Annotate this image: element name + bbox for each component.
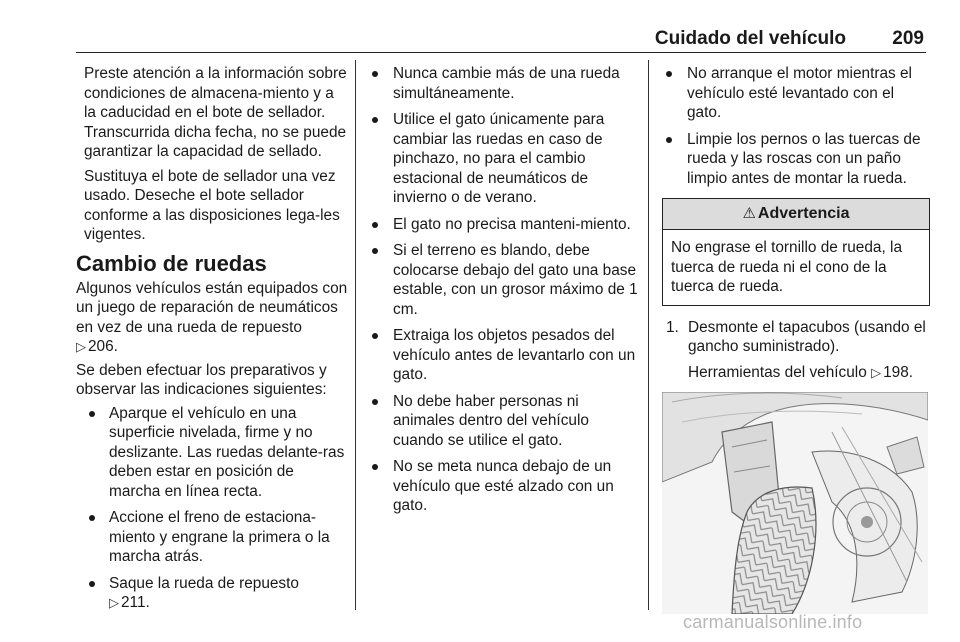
page-reference[interactable]: [871, 364, 913, 381]
step-text: Desmonte el tapacubos (usando el gancho suministrado).: [688, 318, 926, 355]
warning-triangle-icon: ⚠: [742, 205, 756, 222]
list-item-text: Nunca cambie más de una rueda simultáneamente.: [393, 65, 620, 102]
list-item-text: No arranque el motor mientras el vehículo esté levantado con el gato.: [687, 65, 912, 121]
list-item: [368, 215, 638, 235]
page-reference-arrow-icon: ▷: [871, 364, 882, 380]
bullet-list: [368, 64, 638, 516]
bullet-icon: [372, 222, 378, 228]
column-3: [662, 64, 930, 382]
list-item: [368, 392, 638, 451]
list-item-text: Accione el freno de estaciona-miento y engrane la primera o la marcha atrás.: [109, 509, 330, 565]
step-item: [662, 318, 930, 357]
list-item: [368, 64, 638, 103]
warning-title: Advertencia: [757, 205, 850, 222]
list-item: [76, 574, 348, 613]
page-reference[interactable]: [109, 594, 150, 611]
bullet-icon: [372, 71, 378, 77]
page-number: 209: [892, 28, 924, 49]
page-reference-arrow-icon: ▷: [76, 339, 86, 354]
paragraph: Sustituya el bote de sellador una vez usado. Deseche el bote sellador conforme a las disposiciones lega-les vigentes.: [84, 167, 340, 243]
step-number: 1.: [666, 318, 679, 336]
warning-body: No engrase el tornillo de rueda, la tuerca de rueda ni el cono de la tuerca de rueda.: [671, 239, 903, 295]
bullet-icon: [666, 137, 672, 143]
bullet-icon: [372, 333, 378, 339]
page-reference-arrow-icon: ▷: [109, 595, 119, 610]
list-item: [76, 404, 348, 502]
warning-box: [662, 198, 930, 306]
list-item-text: Si el terreno es blando, debe colocarse debajo del gato una base estable, con un grosor máximo de 1 cm.: [393, 242, 638, 318]
list-item: [368, 110, 638, 208]
list-item-text: El gato no precisa manteni-miento.: [393, 215, 631, 233]
section-heading: Cambio de ruedas: [76, 250, 267, 276]
bullet-icon: [372, 117, 378, 123]
list-item-text: Utilice el gato únicamente para cambiar las ruedas en caso de pinchazo, no para el cambio estacional de neumáticos de invierno o de verano.: [393, 111, 605, 206]
list-item-text: Extraiga los objetos pesados del vehículo antes de levantarlo con un gato.: [393, 327, 636, 383]
page-header: [76, 28, 926, 53]
list-item: [368, 326, 638, 385]
list-item-text: No debe haber personas ni animales dentro del vehículo cuando se utilice el gato.: [393, 392, 589, 449]
column-divider: [355, 60, 356, 610]
bullet-icon: [89, 581, 95, 587]
bullet-list: [76, 404, 348, 613]
column-1: [76, 64, 348, 620]
page-reference-number: 206.: [88, 338, 118, 355]
list-item: [368, 457, 638, 516]
wheel-arch-illustration: [662, 392, 928, 614]
watermark: carmanualsonline.info: [683, 612, 863, 632]
bullet-icon: [372, 248, 378, 254]
list-item-text: Aparque el vehículo en una superficie nivelada, firme y no deslizante. Las ruedas delante-ras deben estar en posición de marcha en línea recta.: [109, 404, 345, 500]
wheel-illustration-icon: [662, 392, 928, 614]
list-item: [662, 130, 930, 189]
list-item-text: Limpie los pernos o las tuercas de rueda y las roscas con un paño limpio antes de montar la rueda.: [687, 130, 921, 187]
paragraph: Preste atención a la información sobre condiciones de almacena-miento y a la caducidad en el bote de sellador. Transcurrida dicha fecha, no se puede garantizar la capacidad de sellado.: [84, 65, 347, 160]
page-reference[interactable]: [76, 338, 118, 355]
section-title: Cuidado del vehículo: [654, 28, 846, 49]
bullet-icon: [372, 399, 378, 405]
column-2: [368, 64, 638, 523]
step-subtext: [662, 363, 930, 383]
paragraph: Se deben efectuar los preparativos y observar las indicaciones siguientes:: [76, 361, 327, 398]
warning-header: [663, 199, 929, 230]
bullet-icon: [89, 411, 95, 417]
list-item-text: Saque la rueda de repuesto: [109, 574, 299, 592]
list-item: [662, 64, 930, 123]
paragraph: [76, 279, 348, 357]
bullet-icon: [89, 515, 95, 521]
list-item-text: No se meta nunca debajo de un vehículo que esté alzado con un gato.: [393, 458, 614, 514]
list-item: [368, 241, 638, 319]
step-subtext-label: Herramientas del vehículo: [688, 363, 867, 381]
list-item: [76, 508, 348, 567]
bullet-icon: [666, 71, 672, 77]
page-reference-number: 198.: [883, 363, 914, 381]
page-reference-number: 211.: [121, 594, 150, 611]
paragraph-text: Algunos vehículos están equipados con un juego de reparación de neumáticos en vez de una rueda de repuesto: [76, 279, 348, 336]
bullet-icon: [372, 464, 378, 470]
bullet-list: [662, 64, 930, 188]
column-divider: [648, 60, 649, 610]
